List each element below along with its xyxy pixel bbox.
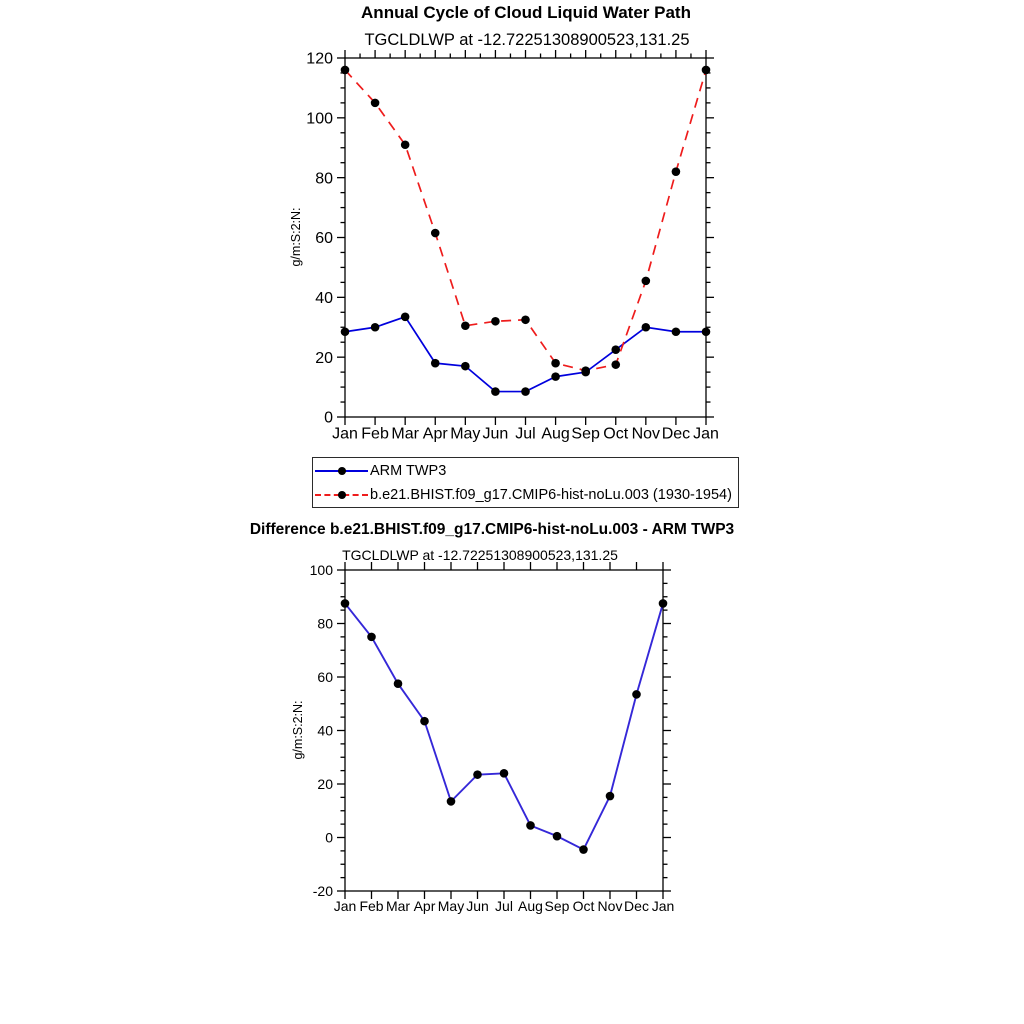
data-point-marker [526, 821, 535, 830]
y-tick-label: 40 [315, 289, 333, 307]
y-tick-label: 60 [315, 230, 333, 248]
x-tick-label: Oct [603, 425, 629, 443]
data-point-marker [394, 679, 403, 688]
data-point-marker [659, 599, 668, 608]
data-point-marker [632, 690, 641, 699]
y-tick-label: 20 [315, 349, 333, 367]
top-chart-subtitle: TGCLDLWP at -12.72251308900523,131.25 [364, 31, 690, 49]
data-point-marker [551, 359, 560, 368]
x-tick-label: Dec [661, 425, 691, 443]
x-tick-labels [334, 898, 675, 914]
data-point-marker [431, 229, 440, 238]
y-tick-label: 80 [315, 170, 333, 188]
y-tick-label: 80 [317, 615, 333, 632]
data-point-marker [553, 832, 562, 841]
x-tick-label: Nov [597, 897, 623, 914]
chart-0-series-0 [341, 312, 711, 395]
chart-1-series-0 [341, 599, 668, 854]
data-point-marker [447, 797, 456, 806]
top-chart-y-axis-label: g/m:S:2:N: [289, 207, 303, 267]
plot-frame [345, 570, 663, 891]
x-tick-label: Sep [571, 425, 600, 443]
data-point-marker [642, 323, 651, 332]
difference-chart-subtitle: TGCLDLWP at -12.72251308900523,131.25 [342, 547, 618, 563]
data-point-marker [341, 66, 350, 75]
data-point-marker [500, 769, 509, 778]
difference-chart-y-axis-label: g/m:S:2:N: [291, 700, 305, 760]
y-tick-label: 60 [317, 668, 333, 685]
legend-box [312, 457, 739, 508]
x-tick-label: Feb [359, 897, 384, 914]
series-line [345, 70, 706, 371]
data-point-marker [521, 315, 530, 324]
data-point-marker [611, 360, 620, 369]
x-tick-label: Jul [495, 897, 513, 914]
legend-entry-arm-twp3 [315, 459, 738, 483]
data-point-marker [581, 366, 590, 375]
data-point-marker [341, 599, 350, 608]
y-tick-label: 100 [309, 561, 333, 578]
data-point-marker [371, 323, 380, 332]
x-tick-label: May [450, 425, 481, 443]
x-tick-label: Jan [332, 425, 358, 443]
series-line [345, 603, 663, 849]
data-point-marker [606, 792, 615, 801]
x-tick-label: Feb [361, 425, 389, 443]
data-point-marker [431, 359, 440, 368]
legend-label: ARM TWP3 [370, 462, 447, 479]
x-tick-label: Aug [541, 425, 570, 443]
x-tick-label: Jun [466, 897, 489, 914]
x-tick-label: Dec [624, 897, 649, 914]
x-tick-label: Jun [482, 425, 509, 443]
legend-entry-model [315, 483, 738, 507]
data-point-marker [551, 372, 560, 381]
plot-frame [345, 58, 706, 417]
data-point-marker [401, 312, 410, 321]
data-point-marker [367, 633, 376, 642]
data-point-marker [491, 317, 500, 326]
data-point-marker [642, 277, 651, 286]
y-tick-labels [306, 51, 333, 427]
x-tick-label: Oct [572, 897, 595, 914]
x-tick-label: Mar [391, 425, 419, 443]
y-tick-label: 0 [324, 409, 333, 427]
data-point-marker [371, 99, 380, 108]
x-tick-label: Apr [422, 425, 448, 443]
data-point-marker [521, 387, 530, 396]
x-tick-label: Aug [518, 897, 543, 914]
y-tick-label: 20 [317, 775, 333, 792]
y-tick-label: -20 [312, 882, 333, 899]
y-tick-labels [310, 562, 334, 899]
series-line [345, 317, 706, 392]
legend-line-sample [315, 487, 368, 503]
difference-chart-title: Difference b.e21.BHIST.f09_g17.CMIP6-hist-noLu.003 - ARM TWP3 [249, 521, 735, 538]
x-tick-label: Jan [333, 897, 357, 914]
data-point-marker [461, 321, 470, 330]
top-chart-title: Annual Cycle of Cloud Liquid Water Path [361, 3, 691, 22]
x-tick-labels [332, 426, 719, 443]
data-point-marker [611, 345, 620, 354]
circle-marker-icon [338, 491, 346, 499]
y-tick-label: 100 [306, 110, 333, 128]
chart-1-axes [337, 562, 671, 899]
x-tick-label: Nov [631, 425, 661, 443]
x-tick-label: Jul [515, 425, 536, 443]
data-point-marker [702, 66, 711, 75]
data-point-marker [473, 770, 482, 779]
x-tick-label: Sep [544, 897, 570, 914]
x-tick-label: Apr [413, 897, 436, 914]
data-point-marker [461, 362, 470, 371]
x-tick-label: Jan [651, 897, 675, 914]
x-tick-label: Mar [385, 897, 411, 914]
data-point-marker [420, 717, 429, 726]
data-point-marker [672, 167, 681, 176]
y-tick-label: 40 [317, 722, 333, 739]
data-point-marker [341, 327, 350, 336]
data-point-marker [491, 387, 500, 396]
x-tick-label: May [437, 897, 465, 914]
y-tick-label: 0 [325, 829, 333, 846]
data-point-marker [579, 845, 588, 854]
data-point-marker [672, 327, 681, 336]
data-point-marker [401, 140, 410, 149]
data-point-marker [702, 327, 711, 336]
legend-label: b.e21.BHIST.f09_g17.CMIP6-hist-noLu.003 (1930-1954) [370, 486, 732, 503]
y-tick-label: 120 [306, 50, 333, 68]
legend-line-sample [315, 463, 368, 479]
x-tick-label: Jan [693, 425, 719, 443]
circle-marker-icon [338, 467, 346, 475]
